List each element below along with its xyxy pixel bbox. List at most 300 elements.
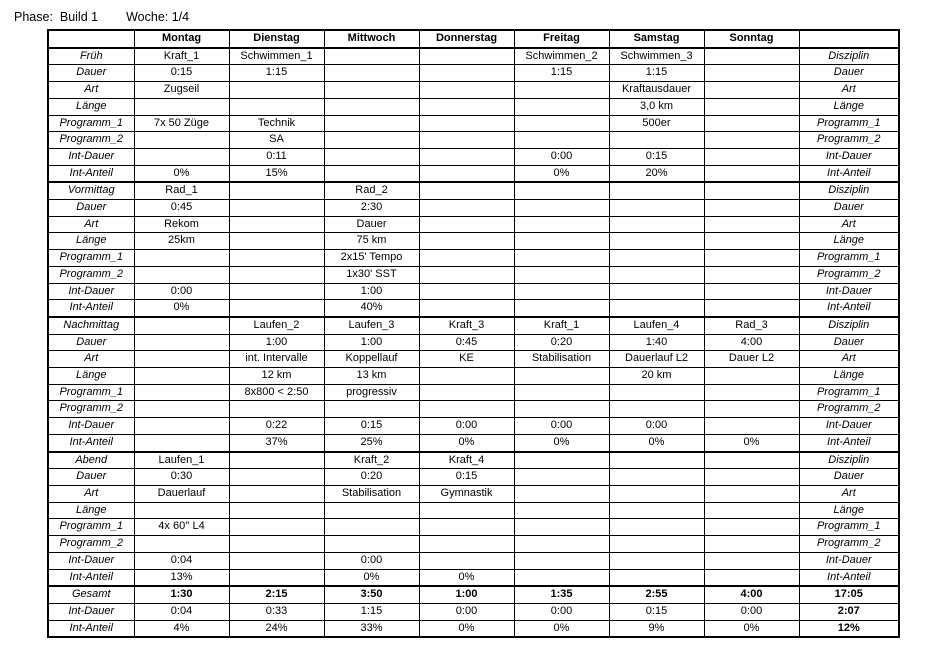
table-cell — [609, 569, 704, 586]
row-label-right: Programm_1 — [799, 250, 899, 267]
table-cell — [609, 552, 704, 569]
total-cell: 33% — [324, 620, 419, 637]
total-cell: 1:00 — [419, 586, 514, 603]
table-row — [48, 502, 899, 519]
table-cell: 75 km — [324, 233, 419, 250]
table-cell — [514, 452, 609, 469]
table-cell: 0:15 — [324, 418, 419, 435]
table-cell: 0% — [704, 434, 799, 451]
column-header-dienstag: Dienstag — [229, 30, 324, 48]
table-cell — [514, 216, 609, 233]
table-cell: Dauerlauf — [134, 485, 229, 502]
row-label-right: Dauer — [799, 469, 899, 486]
table-cell — [419, 148, 514, 165]
table-cell — [419, 216, 514, 233]
table-cell — [229, 469, 324, 486]
row-label-right: Int-Dauer — [799, 418, 899, 435]
table-cell — [704, 536, 799, 553]
table-cell — [704, 132, 799, 149]
row-label: Int-Dauer — [48, 148, 134, 165]
table-cell: 25% — [324, 434, 419, 451]
table-cell: Laufen_1 — [134, 452, 229, 469]
table-cell — [229, 250, 324, 267]
table-cell — [134, 266, 229, 283]
table-cell — [704, 182, 799, 199]
table-cell — [134, 98, 229, 115]
row-label: Länge — [48, 233, 134, 250]
table-row — [48, 469, 899, 486]
table-cell: Stabilisation — [324, 485, 419, 502]
table-cell — [229, 569, 324, 586]
total-cell: 3:50 — [324, 586, 419, 603]
table-cell: 1:15 — [609, 65, 704, 82]
row-label-right: Programm_2 — [799, 536, 899, 553]
total-cell: 2:15 — [229, 586, 324, 603]
row-label: Programm_2 — [48, 401, 134, 418]
table-cell: 4:00 — [704, 334, 799, 351]
table-cell — [514, 266, 609, 283]
table-cell — [324, 98, 419, 115]
table-cell: Laufen_4 — [609, 317, 704, 334]
table-cell — [514, 233, 609, 250]
table-row — [48, 250, 899, 267]
table-cell — [134, 384, 229, 401]
total-row — [48, 586, 899, 603]
total-cell: 0:33 — [229, 603, 324, 620]
row-label: Programm_1 — [48, 115, 134, 132]
table-cell — [514, 82, 609, 99]
table-cell — [229, 485, 324, 502]
table-cell: 0:04 — [134, 552, 229, 569]
table-cell: Rad_1 — [134, 182, 229, 199]
row-label: Int-Dauer — [48, 418, 134, 435]
row-label-right: Int-Dauer — [799, 283, 899, 300]
row-label: Int-Anteil — [48, 620, 134, 637]
table-cell — [229, 502, 324, 519]
row-label-right: Länge — [799, 502, 899, 519]
table-cell — [419, 115, 514, 132]
row-label: Abend — [48, 452, 134, 469]
table-cell: 0:00 — [419, 418, 514, 435]
row-label-right: Programm_2 — [799, 401, 899, 418]
table-cell — [609, 300, 704, 317]
total-cell: 9% — [609, 620, 704, 637]
table-cell — [419, 233, 514, 250]
table-cell — [704, 233, 799, 250]
row-label-right: Dauer — [799, 200, 899, 217]
row-label: Dauer — [48, 65, 134, 82]
table-row — [48, 351, 899, 368]
table-cell: 0:15 — [134, 65, 229, 82]
row-label: Programm_1 — [48, 384, 134, 401]
table-cell — [704, 283, 799, 300]
row-label: Programm_2 — [48, 266, 134, 283]
column-header-montag: Montag — [134, 30, 229, 48]
table-cell — [419, 98, 514, 115]
table-cell — [514, 283, 609, 300]
table-cell — [609, 485, 704, 502]
table-cell: 1:00 — [324, 334, 419, 351]
table-cell — [229, 233, 324, 250]
table-row — [48, 384, 899, 401]
row-label: Nachmittag — [48, 317, 134, 334]
table-cell: Kraft_1 — [514, 317, 609, 334]
table-cell — [419, 552, 514, 569]
table-cell — [704, 401, 799, 418]
row-label-right: Programm_2 — [799, 266, 899, 283]
table-row — [48, 82, 899, 99]
row-label: Art — [48, 82, 134, 99]
table-cell — [419, 165, 514, 182]
table-cell — [514, 368, 609, 385]
table-row — [48, 569, 899, 586]
row-label-right: Art — [799, 82, 899, 99]
table-cell — [704, 469, 799, 486]
table-cell — [609, 182, 704, 199]
table-cell — [134, 502, 229, 519]
table-cell — [419, 401, 514, 418]
table-row — [48, 148, 899, 165]
table-cell: 0:30 — [134, 469, 229, 486]
table-cell — [419, 132, 514, 149]
table-cell — [514, 552, 609, 569]
table-cell — [419, 200, 514, 217]
table-cell: int. Intervalle — [229, 351, 324, 368]
table-cell: Schwimmen_3 — [609, 48, 704, 65]
total-cell: 0:00 — [704, 603, 799, 620]
table-cell — [229, 283, 324, 300]
table-cell — [704, 148, 799, 165]
week-total-cell: 12% — [799, 620, 899, 637]
table-cell — [419, 250, 514, 267]
row-label: Früh — [48, 48, 134, 65]
table-cell — [419, 368, 514, 385]
table-cell: Rad_3 — [704, 317, 799, 334]
table-cell: 13 km — [324, 368, 419, 385]
table-cell — [609, 266, 704, 283]
total-row — [48, 620, 899, 637]
table-cell: 0% — [514, 165, 609, 182]
table-cell — [514, 384, 609, 401]
table-cell: 15% — [229, 165, 324, 182]
row-label: Programm_2 — [48, 132, 134, 149]
row-label: Dauer — [48, 469, 134, 486]
table-cell — [324, 502, 419, 519]
table-cell: Laufen_3 — [324, 317, 419, 334]
total-cell: 0:04 — [134, 603, 229, 620]
table-cell — [704, 266, 799, 283]
table-cell: Gymnastik — [419, 485, 514, 502]
table-cell: 12 km — [229, 368, 324, 385]
row-label-right: Disziplin — [799, 452, 899, 469]
table-cell — [134, 250, 229, 267]
table-cell: 0:45 — [419, 334, 514, 351]
table-row — [48, 182, 899, 199]
table-cell — [704, 418, 799, 435]
table-cell: 8x800 < 2:50 — [229, 384, 324, 401]
table-cell — [229, 401, 324, 418]
table-cell: 0:00 — [324, 552, 419, 569]
table-cell — [514, 98, 609, 115]
table-cell: 1:40 — [609, 334, 704, 351]
row-label: Art — [48, 216, 134, 233]
table-cell — [134, 418, 229, 435]
table-cell — [609, 502, 704, 519]
total-cell: 1:35 — [514, 586, 609, 603]
table-row — [48, 216, 899, 233]
table-cell — [419, 48, 514, 65]
table-cell — [324, 401, 419, 418]
table-cell — [609, 250, 704, 267]
table-row — [48, 300, 899, 317]
total-cell: 4% — [134, 620, 229, 637]
table-cell — [514, 200, 609, 217]
table-cell — [704, 165, 799, 182]
row-label: Vormittag — [48, 182, 134, 199]
table-cell — [324, 165, 419, 182]
table-cell — [609, 469, 704, 486]
table-cell — [134, 368, 229, 385]
row-label: Länge — [48, 502, 134, 519]
table-cell — [134, 132, 229, 149]
table-cell: 1:15 — [229, 65, 324, 82]
table-row — [48, 98, 899, 115]
table-cell: 0% — [419, 434, 514, 451]
table-cell — [229, 519, 324, 536]
table-cell: Schwimmen_2 — [514, 48, 609, 65]
table-cell — [229, 182, 324, 199]
table-cell: 40% — [324, 300, 419, 317]
table-cell — [704, 300, 799, 317]
table-cell: 0% — [609, 434, 704, 451]
table-cell — [419, 182, 514, 199]
table-cell — [134, 351, 229, 368]
table-cell — [704, 65, 799, 82]
table-cell: Schwimmen_1 — [229, 48, 324, 65]
table-cell — [134, 334, 229, 351]
table-cell — [229, 536, 324, 553]
table-row — [48, 132, 899, 149]
table-cell — [419, 300, 514, 317]
table-cell — [704, 368, 799, 385]
table-row — [48, 368, 899, 385]
row-label-right: Int-Anteil — [799, 300, 899, 317]
table-cell — [324, 48, 419, 65]
row-label: Dauer — [48, 334, 134, 351]
table-cell — [134, 148, 229, 165]
week-total-cell: 17:05 — [799, 586, 899, 603]
row-label-right: Int-Dauer — [799, 552, 899, 569]
table-cell — [609, 384, 704, 401]
column-header-freitag: Freitag — [514, 30, 609, 48]
table-cell — [609, 283, 704, 300]
table-row — [48, 485, 899, 502]
plan-body — [48, 48, 899, 638]
header-row — [48, 30, 899, 48]
table-row — [48, 266, 899, 283]
table-cell: Kraft_4 — [419, 452, 514, 469]
table-cell — [514, 536, 609, 553]
table-row — [48, 65, 899, 82]
table-cell: 0:00 — [134, 283, 229, 300]
table-cell: 1:00 — [229, 334, 324, 351]
table-cell: 2x15' Tempo — [324, 250, 419, 267]
table-cell — [704, 250, 799, 267]
table-cell: 0:20 — [514, 334, 609, 351]
phase-label: Phase: Build 1 — [14, 10, 99, 24]
table-row — [48, 283, 899, 300]
row-label: Int-Anteil — [48, 434, 134, 451]
table-cell: 1x30' SST — [324, 266, 419, 283]
table-cell: 0:11 — [229, 148, 324, 165]
page-header — [14, 10, 189, 24]
column-header-sonntag: Sonntag — [704, 30, 799, 48]
table-cell — [704, 452, 799, 469]
table-row — [48, 536, 899, 553]
row-label-right: Int-Dauer — [799, 148, 899, 165]
table-cell — [229, 300, 324, 317]
table-row — [48, 418, 899, 435]
table-cell: 25km — [134, 233, 229, 250]
table-cell — [419, 502, 514, 519]
total-cell: 24% — [229, 620, 324, 637]
table-cell — [609, 132, 704, 149]
row-label-right: Länge — [799, 368, 899, 385]
table-cell — [324, 115, 419, 132]
row-label: Programm_1 — [48, 519, 134, 536]
table-cell: 7x 50 Züge — [134, 115, 229, 132]
table-cell — [419, 283, 514, 300]
table-cell: Technik — [229, 115, 324, 132]
table-cell — [514, 502, 609, 519]
table-row — [48, 317, 899, 334]
total-cell: 4:00 — [704, 586, 799, 603]
table-cell: Zugseil — [134, 82, 229, 99]
table-cell — [704, 552, 799, 569]
week-label: Woche: 1/4 — [126, 10, 190, 24]
table-cell: Rekom — [134, 216, 229, 233]
table-cell — [704, 519, 799, 536]
table-cell — [229, 216, 324, 233]
table-cell — [419, 266, 514, 283]
total-cell: 1:30 — [134, 586, 229, 603]
row-label-right: Int-Anteil — [799, 569, 899, 586]
table-cell: 0% — [324, 569, 419, 586]
row-label: Int-Anteil — [48, 165, 134, 182]
table-cell — [514, 519, 609, 536]
table-cell — [704, 82, 799, 99]
row-label-right: Programm_1 — [799, 384, 899, 401]
table-cell — [609, 401, 704, 418]
total-cell: 0:15 — [609, 603, 704, 620]
total-cell: 1:15 — [324, 603, 419, 620]
column-header-samstag: Samstag — [609, 30, 704, 48]
table-cell — [704, 98, 799, 115]
table-cell: Kraft_3 — [419, 317, 514, 334]
row-label: Int-Dauer — [48, 283, 134, 300]
row-label-right: Art — [799, 216, 899, 233]
table-cell — [704, 200, 799, 217]
table-cell: Dauer L2 — [704, 351, 799, 368]
week-total-cell: 2:07 — [799, 603, 899, 620]
table-row — [48, 452, 899, 469]
table-cell — [134, 536, 229, 553]
table-cell: 4x 60'' L4 — [134, 519, 229, 536]
table-cell: 2:30 — [324, 200, 419, 217]
table-row — [48, 233, 899, 250]
row-label-right: Länge — [799, 233, 899, 250]
table-row — [48, 334, 899, 351]
row-label-right: Art — [799, 485, 899, 502]
training-plan-table — [47, 29, 900, 638]
table-cell — [324, 82, 419, 99]
row-label: Länge — [48, 98, 134, 115]
table-cell — [229, 552, 324, 569]
row-label-right: Dauer — [799, 65, 899, 82]
table-cell — [419, 82, 514, 99]
table-cell: 3,0 km — [609, 98, 704, 115]
row-label-right: Disziplin — [799, 182, 899, 199]
table-cell: KE — [419, 351, 514, 368]
table-cell: 0:15 — [609, 148, 704, 165]
table-cell — [134, 434, 229, 451]
table-cell: Kraft_1 — [134, 48, 229, 65]
column-header-mittwoch: Mittwoch — [324, 30, 419, 48]
table-cell — [324, 519, 419, 536]
table-cell — [229, 266, 324, 283]
table-cell: 1:00 — [324, 283, 419, 300]
row-label: Dauer — [48, 200, 134, 217]
table-cell — [419, 384, 514, 401]
row-label-right: Programm_2 — [799, 132, 899, 149]
total-cell: 0:00 — [514, 603, 609, 620]
table-cell: 500er — [609, 115, 704, 132]
row-label: Int-Anteil — [48, 300, 134, 317]
row-label: Int-Anteil — [48, 569, 134, 586]
table-cell — [609, 233, 704, 250]
column-header — [799, 30, 899, 48]
table-row — [48, 434, 899, 451]
row-label: Gesamt — [48, 586, 134, 603]
table-cell: Kraftausdauer — [609, 82, 704, 99]
table-cell — [514, 569, 609, 586]
table-cell — [229, 82, 324, 99]
table-cell — [704, 384, 799, 401]
table-cell: Koppellauf — [324, 351, 419, 368]
total-cell: 0% — [514, 620, 609, 637]
table-cell: Stabilisation — [514, 351, 609, 368]
table-cell: progressiv — [324, 384, 419, 401]
row-label: Art — [48, 485, 134, 502]
total-cell: 0% — [704, 620, 799, 637]
table-cell — [609, 216, 704, 233]
row-label-right: Länge — [799, 98, 899, 115]
table-cell: 0% — [134, 165, 229, 182]
table-cell: 0:00 — [514, 148, 609, 165]
table-cell: 0:20 — [324, 469, 419, 486]
table-row — [48, 48, 899, 65]
row-label-right: Art — [799, 351, 899, 368]
table-cell — [419, 519, 514, 536]
table-cell — [514, 115, 609, 132]
table-cell: 0:00 — [609, 418, 704, 435]
table-cell — [229, 452, 324, 469]
table-cell: 0:45 — [134, 200, 229, 217]
table-cell — [514, 182, 609, 199]
table-row — [48, 200, 899, 217]
table-cell — [514, 469, 609, 486]
table-cell — [609, 519, 704, 536]
